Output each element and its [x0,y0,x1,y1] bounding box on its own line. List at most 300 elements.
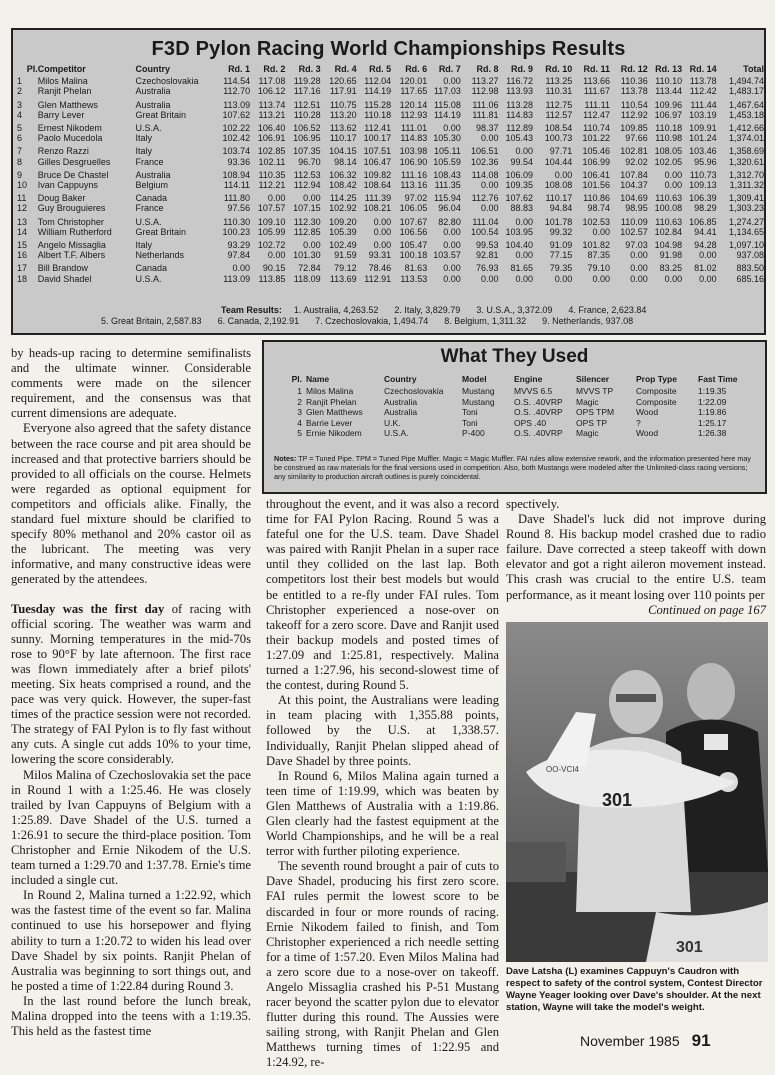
photo-inspection [506,622,768,962]
person-right-head [687,663,735,721]
results-cell: 107.84 [620,169,648,180]
used-cell: OPS TPM [576,407,615,418]
results-cell: 99.32 [549,226,573,237]
results-cell: 76.93 [476,263,499,274]
paragraph: Everyone also agreed that the safety distance between the race course and pit area should be increased and that protective barriers should be provided to all officials on the course. Helmets were regarded as optional equipment for competitors and officials alike. Finally, the standard fuel mixture should be clarified to specify 80% methanol and 20% castor oil as the lubricant. The meeting was very informative, and many constructive ideas were generated by the attendees. [11,421,251,587]
results-cell: 102.42 [222,133,251,144]
results-cell: 4 [17,109,23,120]
used-cell: OPS .40 [514,417,547,428]
results-cell: 0.00 [373,216,392,227]
used-header-cell: Pl. [291,374,302,384]
results-cell: 101.78 [544,216,573,227]
team-result: 3. U.S.A., 3,372.09 [476,305,553,315]
results-cell: 0.00 [443,273,461,284]
team-result: 9. Netherlands, 937.08 [542,316,634,326]
results-cell: 0.00 [443,226,461,237]
results-cell: 107.62 [505,193,533,204]
results-cell: 113.66 [583,76,611,87]
results-cell: 110.75 [329,99,357,110]
results-cell: 112.93 [400,109,428,120]
used-header-cell: Name [306,374,330,384]
results-cell: 108.08 [544,180,573,191]
photo-illustration [506,622,768,962]
results-cell: 105.39 [329,226,357,237]
results-cell: 120.65 [329,76,357,87]
results-cell: 96.70 [298,156,321,167]
results-cell: 112.04 [364,76,392,87]
results-header-cell: Rd. 4 [334,64,357,74]
results-cell: 0.00 [630,273,648,284]
used-cell: 4 [297,417,302,428]
results-cell: 113.28 [506,99,533,110]
used-cell: Australia [384,396,418,407]
results-cell: 117.91 [329,86,357,97]
used-table [274,374,758,438]
results-cell: 1,494.74 [728,76,764,87]
results-cell: 101.22 [582,133,611,144]
results-cell: 109.13 [689,180,717,191]
results-cell: 883.50 [736,263,764,274]
page-footer [580,1031,711,1051]
results-cell: 111.01 [401,123,428,134]
results-cell: 109.10 [257,216,286,227]
used-cell: U.S.A. [384,428,409,439]
results-cell: 100.73 [544,133,573,144]
paragraph: At this point, the Australians were leading in team placing with 1,355.88 points, followed by the U.S. at 1,338.57. Individually, Ranjit Phelan slipped ahead of Dave Shadel by three points. [266,693,499,768]
results-cell: 0.00 [481,203,499,214]
results-cell: 107.67 [399,216,428,227]
results-cell: 100.54 [471,226,499,237]
results-cell: 81.63 [404,263,428,274]
used-cell: Composite [636,386,677,397]
results-table [17,64,764,284]
results-cell: 112.76 [471,193,499,204]
results-cell: 102.84 [654,226,683,237]
results-cell: 111.16 [401,169,428,180]
team-results-label: Team Results: [221,305,282,315]
results-cell: 16 [17,250,28,261]
results-cell: Canada [135,193,168,204]
results-cell: 99.54 [510,156,533,167]
results-cell: 110.18 [364,109,392,120]
results-cell: 113.78 [620,86,648,97]
results-cell: 11 [17,193,27,204]
used-cell: Magic [576,396,599,407]
results-row [17,274,764,284]
continued-note: Continued on page 167 [648,602,766,617]
results-cell: 110.63 [655,216,683,227]
results-cell: 104.37 [620,180,648,191]
results-cell: 102.05 [654,156,683,167]
results-cell: 113.53 [400,273,428,284]
results-cell: 17 [17,263,28,274]
results-cell: Ranjit Phelan [37,86,92,97]
results-cell: Netherlands [135,250,185,261]
results-cell: 1 [17,76,23,87]
used-cell: Magic [576,428,599,439]
used-cell: O.S. .40VRP [514,396,563,407]
results-row [17,203,764,213]
results-cell: 79.10 [587,263,611,274]
results-cell: 110.74 [583,123,611,134]
results-cell: 114.83 [506,109,533,120]
results-cell: 114.54 [223,76,251,87]
results-cell: 105.43 [505,133,533,144]
used-cell: ? [636,417,641,428]
results-cell: 102.57 [620,226,648,237]
results-cell: 102.53 [582,216,611,227]
results-cell: 72.84 [298,263,321,274]
used-cell: 1:26.38 [698,428,727,439]
used-cell: OPS TP [576,417,608,428]
used-title: What They Used [440,346,589,367]
used-cell: P-400 [462,428,485,439]
results-cell: 97.84 [227,250,251,261]
results-cell: Italy [135,133,152,144]
results-row [17,76,764,86]
results-cell: Czechoslovakia [135,76,199,87]
results-cell: 105.46 [582,146,611,157]
results-cell: 5 [17,123,23,134]
team-result: 2. Italy, 3,829.79 [394,305,461,315]
second-plane-number: 301 [676,939,703,956]
results-row [17,120,764,133]
results-cell: 101.56 [582,180,611,191]
results-header-cell: Competitor [37,64,86,74]
results-cell: 108.54 [544,123,573,134]
results-cell: 112.98 [471,86,499,97]
results-cell: 13 [17,216,28,227]
article-column-1 [11,346,251,1039]
results-cell: 110.17 [329,133,357,144]
results-cell: 101.82 [582,240,611,251]
results-cell: 106.09 [505,169,533,180]
results-cell: 100.18 [399,250,428,261]
used-cell: 1:19.35 [698,386,727,397]
results-cell: 106.97 [654,109,683,120]
results-cell: 88.83 [510,203,533,214]
paragraph: spectively. [506,497,560,511]
team-result: 6. Canada, 2,192.91 [217,316,300,326]
results-cell: 110.17 [545,193,573,204]
results-cell: 106.90 [399,156,428,167]
results-cell: 1,309.41 [728,193,764,204]
results-cell: Australia [135,99,171,110]
results-cell: 112.51 [293,99,321,110]
results-cell: France [135,156,164,167]
results-cell: 112.41 [364,123,392,134]
results-header-cell: Country [135,64,170,74]
results-cell: 112.21 [258,180,286,191]
results-cell: 103.98 [399,146,428,157]
results-header-cell: Rd. 9 [510,64,533,74]
results-cell: 0.00 [303,193,321,204]
used-row [274,428,758,438]
team-result: 7. Czechoslovakia, 1,494.74 [315,316,429,326]
results-cell: 0.00 [443,123,461,134]
results-cell: 110.28 [293,109,321,120]
results-cell: 117.65 [400,86,428,97]
results-cell: 101.30 [293,250,321,261]
used-cell: O.S. .40VRP [514,407,563,418]
results-cell: 102.49 [329,240,357,251]
results-cell: 103.95 [505,226,533,237]
results-cell: 0.00 [630,250,648,261]
results-cell: Albert T.F. Albers [37,250,106,261]
results-cell: 113.69 [329,273,357,284]
results-cell: 1,483.17 [728,86,764,97]
results-cell: 109.96 [654,99,683,110]
used-cell: Ranjit Phelan [306,396,357,407]
results-cell: Guy Brouguieres [37,203,106,214]
results-cell: 0.00 [373,240,392,251]
results-cell: Milos Malina [37,76,88,87]
results-cell: Tom Christopher [37,216,104,227]
results-cell: 1,134.65 [728,226,764,237]
person-right-badge [704,734,728,750]
results-cell: 106.47 [363,156,392,167]
article-column-2 [266,497,499,1071]
results-cell: 108.42 [329,180,357,191]
results-cell: 1,097.10 [728,240,764,251]
used-header-cell: Silencer [576,374,610,384]
paragraph: Dave Shadel's luck did not improve during Round 8. His backup model crashed due to radio failure. Dave corrected a steep takeoff with down elevator and got a right aileron movement instead. This crash was crucial to the entire U.S. team performance, as it meant losing over 110 points per [506,512,766,602]
results-cell: Ernest Nikodem [37,123,102,134]
used-cell: 1:25.17 [698,417,727,428]
results-cell: 1,412.66 [728,123,764,134]
results-cell: 111.06 [472,99,499,110]
results-cell: 106.99 [582,156,611,167]
results-cell: 113.09 [223,99,251,110]
results-cell: 112.42 [689,86,717,97]
article-column-3 [506,497,766,618]
results-cell: 103.46 [689,146,717,157]
results-cell: 102.22 [222,123,251,134]
results-header-cell: Rd. 5 [369,64,392,74]
results-cell: 107.51 [363,146,392,157]
used-cell: Milos Malina [306,386,354,397]
results-cell: 112.92 [620,109,648,120]
results-cell: 0.00 [267,193,286,204]
results-header-cell: Rd. 13 [655,64,683,74]
results-cell: 111.81 [472,109,499,120]
results-cell: 114.25 [329,193,357,204]
results-cell: 118.09 [293,273,321,284]
used-notes: Notes: TP = Tuned Pipe. TPM = Tuned Pipe Muffler. Magic = Magic Muffler. FAI rules allow extensive rework, and the information presented here may be construed as raw materials for the final versions used in competition. Also, both Mustangs were modeled after the Unlimited-class racing versions; any similarity to production aircraft outlines is purely coincidental. [274,454,751,481]
results-cell: 117.03 [433,86,461,97]
results-cell: 105.30 [433,133,461,144]
used-cell: Barrie Lever [306,417,353,428]
results-cell: 113.09 [223,273,251,284]
results-cell: 109.91 [689,123,717,134]
results-cell: 94.41 [694,226,717,237]
results-cell: 93.31 [368,250,392,261]
used-row [274,418,758,428]
results-cell: 115.94 [433,193,461,204]
results-cell: 97.02 [404,193,428,204]
results-cell: 91.09 [549,240,573,251]
results-cell: 100.17 [363,133,392,144]
results-cell: 114.19 [364,86,392,97]
results-cell: 117.08 [258,76,286,87]
results-cell: Bill Brandow [37,263,88,274]
used-cell: Czechoslovakia [384,386,444,397]
results-cell: 113.78 [689,76,717,87]
paragraph: by heads-up racing to determine semifinalists and the ultimate winner. Considerable comments were made on the silencer requirement, and the consensus was that current dimensions are adequate. [11,346,251,421]
results-cell: 98.14 [334,156,357,167]
results-cell: 1,303.23 [728,203,764,214]
what-they-used-box [262,340,767,494]
results-cell: 97.71 [549,146,573,157]
plane-number: 301 [602,790,633,810]
results-cell: 1,320.61 [728,156,764,167]
results-cell: 105.47 [399,240,428,251]
results-cell: Paolo Mucedola [37,133,103,144]
results-cell: 115.28 [364,99,392,110]
results-cell: 0.00 [515,146,533,157]
results-table-box [11,28,766,335]
team-result: 8. Belgium, 1,311.32 [444,316,527,326]
results-cell: 81.65 [510,263,533,274]
results-cell: 110.35 [258,169,286,180]
results-row [17,167,764,180]
results-cell: Great Britain [135,109,187,120]
results-cell: 79.12 [334,263,357,274]
results-row [17,97,764,110]
results-cell: 15 [17,240,28,251]
results-cell: 106.05 [399,203,428,214]
results-header-cell: Rd. 11 [583,64,611,74]
results-cell: 98.29 [694,203,717,214]
results-cell: 106.40 [257,123,286,134]
results-header-cell: Total [743,64,764,74]
results-row [17,237,764,250]
results-cell: 1,274.27 [728,216,764,227]
results-cell: 106.39 [689,193,717,204]
used-header-cell: Engine [514,374,543,384]
results-row [17,190,764,203]
results-cell: 111.35 [434,180,461,191]
results-cell: 110.09 [620,216,648,227]
results-cell: 8 [17,156,23,167]
results-cell: 1,453.18 [728,109,764,120]
used-cell: MVVS 6.5 [514,386,553,397]
results-cell: Australia [135,169,171,180]
results-cell: 14 [17,226,28,237]
results-row [17,110,764,120]
results-cell: 111.11 [584,99,611,110]
results-cell: 113.27 [471,76,499,87]
results-cell: Belgium [135,180,168,191]
results-cell: 109.35 [505,180,533,191]
results-cell: 108.05 [654,146,683,157]
used-cell: Composite [636,396,677,407]
results-cell: 114.11 [223,180,251,191]
used-cell: Ernie Nikodem [306,428,362,439]
results-cell: Bruce De Chastel [37,169,109,180]
results-cell: 0.00 [664,180,683,191]
results-row [17,260,764,273]
results-cell: 0.00 [515,273,533,284]
results-cell: 108.94 [222,169,251,180]
results-cell: 102.11 [258,156,286,167]
results-cell: 110.30 [223,216,251,227]
results-cell: 104.69 [620,193,648,204]
used-header-cell: Model [462,374,487,384]
results-row [17,157,764,167]
results-cell: U.S.A. [135,216,162,227]
results-cell: 113.93 [506,86,533,97]
used-row [274,397,758,407]
results-cell: 110.10 [655,76,683,87]
results-cell: 1,358.69 [728,146,764,157]
person-left-glasses [616,694,656,702]
results-header-cell: Rd. 1 [228,64,251,74]
results-cell: 110.31 [545,86,573,97]
results-cell: 79.35 [549,263,573,274]
results-cell: 685.16 [736,273,764,284]
results-cell: 0.00 [664,273,683,284]
results-cell: 110.63 [655,193,683,204]
results-cell: Italy [135,146,152,157]
results-cell: 3 [17,99,23,110]
results-cell: U.S.A. [135,123,162,134]
results-cell: 94.84 [549,203,573,214]
results-cell: 0.00 [443,240,461,251]
results-row [17,227,764,237]
results-cell: 0.00 [267,250,286,261]
results-cell: 109.85 [620,123,648,134]
results-cell: 107.62 [222,109,251,120]
results-cell: 102.36 [471,156,499,167]
results-cell: U.S.A. [135,273,162,284]
results-cell: 0.00 [630,263,648,274]
results-cell: Australia [135,86,171,97]
used-cell: Mustang [462,386,495,397]
results-cell: 106.32 [329,169,357,180]
results-cell: 0.00 [699,250,717,261]
results-cell: 0.00 [592,273,611,284]
used-cell: Toni [462,417,478,428]
results-cell: 113.20 [329,109,357,120]
used-cell: U.K. [384,417,401,428]
results-cell: 99.53 [476,240,499,251]
results-cell: 102.81 [620,146,648,157]
results-header-cell: Rd. 7 [438,64,461,74]
results-header-cell: Rd. 2 [263,64,286,74]
used-cell: Toni [462,407,478,418]
results-cell: 120.14 [399,99,428,110]
results-cell: 108.43 [433,169,461,180]
results-cell: 0.00 [664,169,683,180]
results-cell: 113.85 [258,273,286,284]
results-cell: 111.44 [690,99,717,110]
team-result: 1. Australia, 4,263.52 [293,305,379,315]
results-cell: Gilles Desgruelles [37,156,111,167]
results-cell: 104.44 [544,156,573,167]
used-header-cell: Country [384,374,417,384]
results-row [17,214,764,227]
results-cell: 111.80 [223,193,251,204]
results-cell: William Rutherford [37,226,112,237]
results-cell: Italy [135,240,152,251]
results-cell: Barry Lever [37,109,85,120]
results-cell: 0.00 [699,273,717,284]
results-cell: David Shadel [37,273,92,284]
results-cell: 98.95 [625,203,648,214]
results-cell: 103.19 [689,109,717,120]
results-header-cell: Rd. 6 [405,64,428,74]
